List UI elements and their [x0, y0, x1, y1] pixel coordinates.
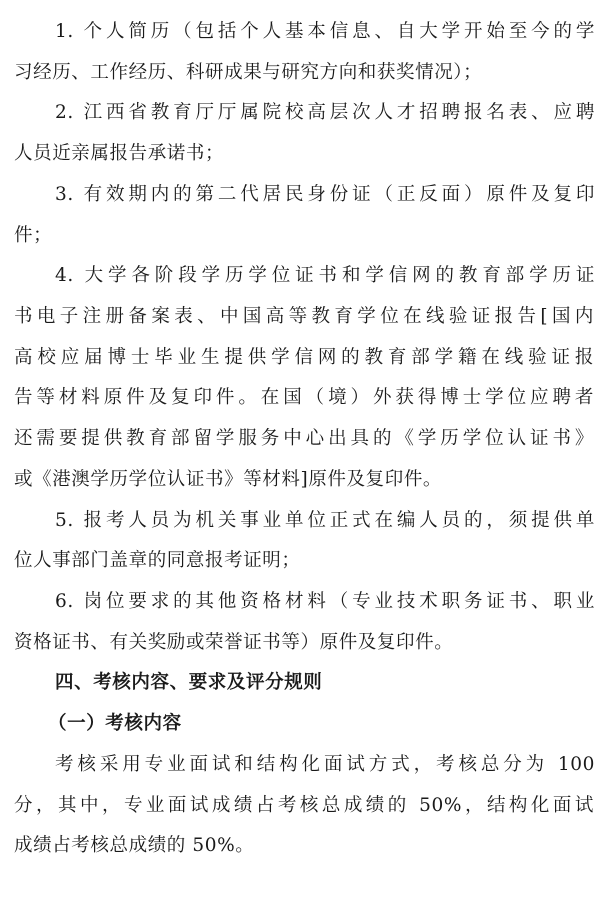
body-paragraph-line-3: 成绩占考核总成绩的 50%。 [14, 835, 255, 856]
item-1-line-1: 1. 个人简历（包括个人基本信息、自大学开始至今的学 [55, 21, 595, 42]
item-5-line-2: 位人事部门盖章的同意报考证明； [14, 550, 301, 571]
item-3-line-1: 3. 有效期内的第二代居民身份证（正反面）原件及复印 [55, 184, 595, 205]
body-paragraph-line-2: 分，其中，专业面试成绩占考核总成绩的 50%，结构化面试 [14, 795, 594, 816]
item-4-line-3: 高校应届博士毕业生提供学信网的教育部学籍在线验证报 [14, 347, 594, 368]
item-6-line-2: 资格证书、有关奖励或荣誉证书等）原件及复印件。 [14, 632, 454, 653]
item-2-line-1: 2. 江西省教育厅厅属院校高层次人才招聘报名表、应聘 [55, 102, 595, 123]
item-4-line-2: 书电子注册备案表、中国高等教育学位在线验证报告[国内 [14, 306, 594, 327]
item-4-line-6: 或《港澳学历学位认证书》等材料]原件及复印件。 [14, 469, 443, 490]
item-4-line-4: 告等材料原件及复印件。在国（境）外获得博士学位应聘者 [14, 387, 594, 408]
item-5-line-1: 5. 报考人员为机关事业单位正式在编人员的，须提供单 [55, 510, 595, 531]
body-paragraph-line-1: 考核采用专业面试和结构化面试方式，考核总分为 100 [55, 754, 595, 775]
section-heading: 四、考核内容、要求及评分规则 [55, 672, 323, 693]
item-4-line-1: 4. 大学各阶段学历学位证书和学信网的教育部学历证 [55, 265, 595, 286]
subsection-heading: （一）考核内容 [48, 713, 182, 734]
item-2-line-2: 人员近亲属报告承诺书； [14, 143, 225, 164]
item-6-line-1: 6. 岗位要求的其他资格材料（专业技术职务证书、职业 [55, 591, 595, 612]
item-3-line-2: 件； [14, 225, 53, 246]
item-4-line-5: 还需要提供教育部留学服务中心出具的《学历学位认证书》 [14, 428, 594, 449]
item-1-line-2: 习经历、工作经历、科研成果与研究方向和获奖情况）； [14, 62, 483, 83]
